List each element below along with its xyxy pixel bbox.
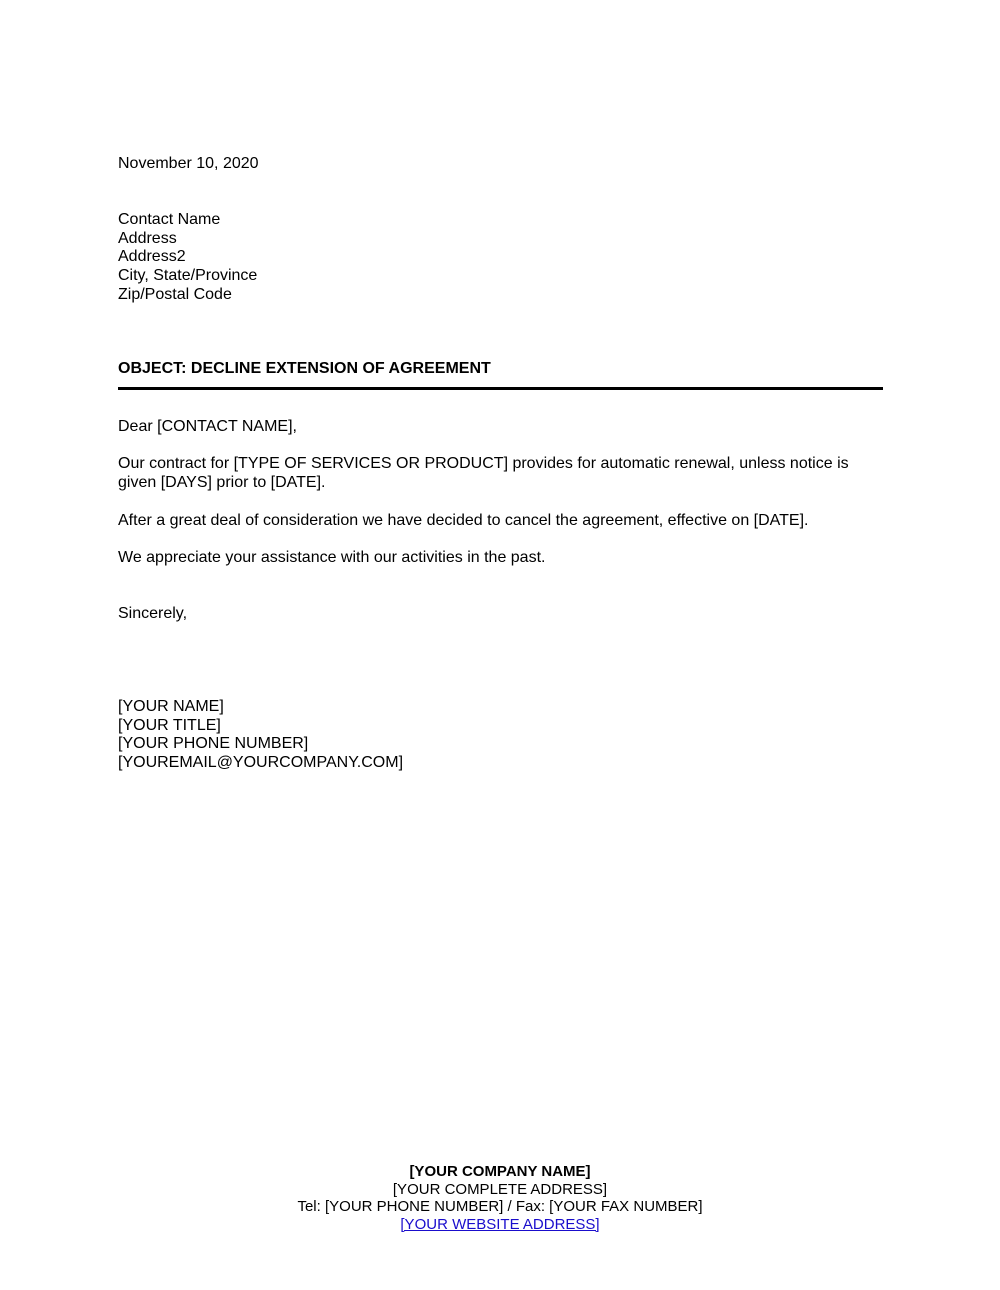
body-paragraph-2: After a great deal of consideration we have decided to cancel the agreement, effective on [DATE]. bbox=[118, 512, 809, 529]
footer-website-link[interactable]: [YOUR WEBSITE ADDRESS] bbox=[400, 1215, 600, 1233]
closing: Sincerely, bbox=[118, 605, 188, 622]
subject-heading: OBJECT: DECLINE EXTENSION OF AGREEMENT bbox=[118, 360, 883, 390]
recipient-address-block bbox=[118, 211, 883, 305]
letter-date: November 10, 2020 bbox=[118, 155, 259, 172]
footer-company-name: [YOUR COMPANY NAME] bbox=[409, 1163, 591, 1180]
signature-block bbox=[118, 698, 883, 773]
recipient-address2: Address2 bbox=[118, 248, 186, 266]
recipient-city-state: City, State/Province bbox=[118, 267, 258, 285]
signature-phone: [YOUR PHONE NUMBER] bbox=[118, 735, 309, 753]
recipient-name: Contact Name bbox=[118, 211, 221, 228]
body-paragraph-3: We appreciate your assistance with our activities in the past. bbox=[118, 549, 546, 566]
body-paragraph-1: Our contract for [TYPE OF SERVICES OR PRODUCT] provides for automatic renewal, unless notice is given [DAYS] prior to [DATE]. bbox=[118, 455, 849, 491]
footer-contact: Tel: [YOUR PHONE NUMBER] / Fax: [YOUR FAX NUMBER] bbox=[297, 1198, 703, 1215]
signature-title: [YOUR TITLE] bbox=[118, 716, 221, 734]
signature-name: [YOUR NAME] bbox=[118, 698, 224, 715]
recipient-zip: Zip/Postal Code bbox=[118, 285, 232, 303]
recipient-address: Address bbox=[118, 229, 177, 247]
salutation: Dear [CONTACT NAME], bbox=[118, 418, 297, 435]
footer-address: [YOUR COMPLETE ADDRESS] bbox=[392, 1180, 608, 1198]
signature-email: [YOUREMAIL@YOURCOMPANY.COM] bbox=[118, 754, 404, 772]
letter-footer bbox=[0, 1163, 1000, 1233]
